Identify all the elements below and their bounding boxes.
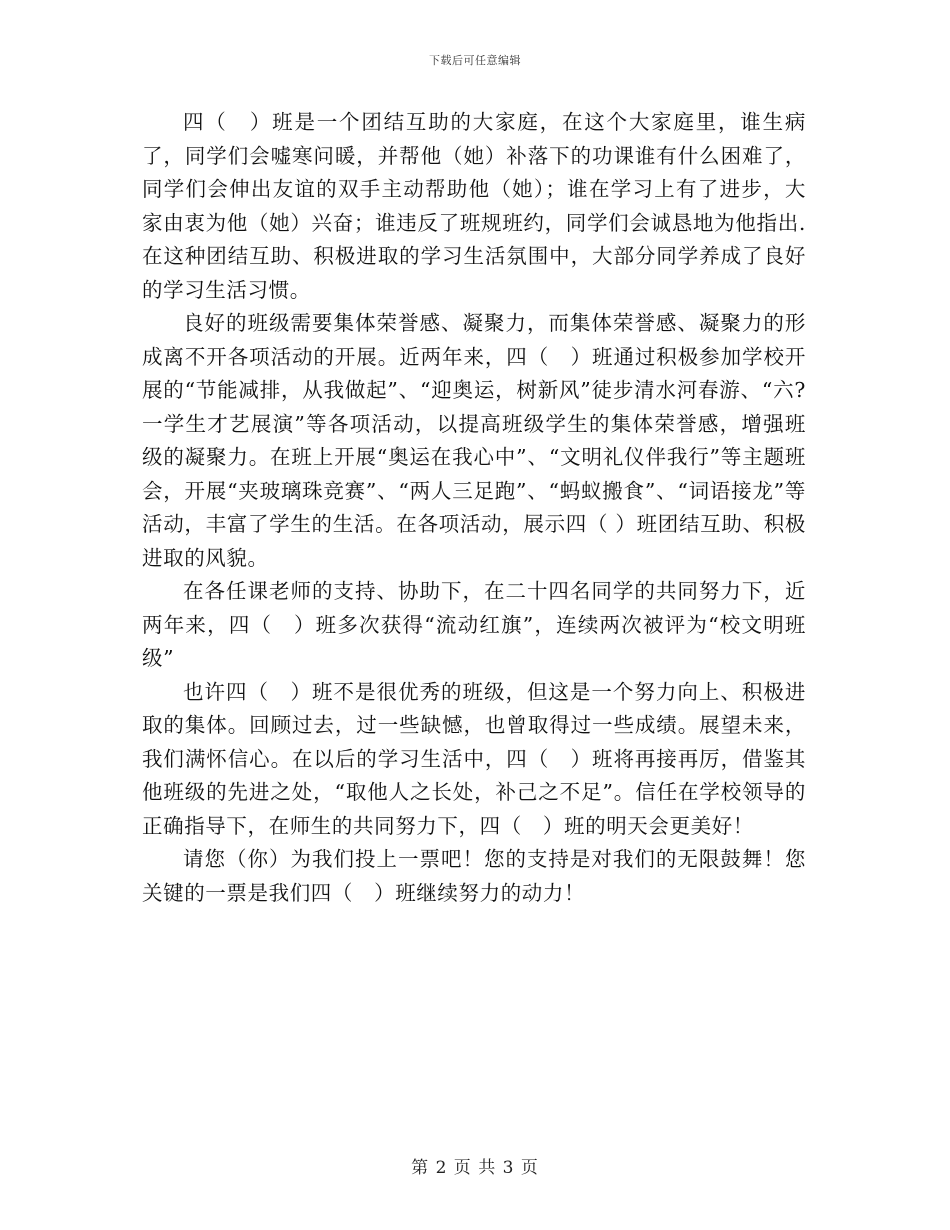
paragraph-class-outlook: 也许四（ ）班不是很优秀的班级，但这是一个努力向上、积极进取的集体。回顾过去，过一些缺憾，也曾取得过一些成绩。展望未来，我们满怀信心。在以后的学习生活中，四（ ）班将再接再厉，借鉴其他班级的先进之处，“取他人之长处，补己之不足”。信任在学校领导的正确指导下，在师生的共同努力下，四（ ）班的明天会更美好！ xyxy=(142,679,806,838)
page-number: 第 2 页 共 3 页 xyxy=(411,1158,539,1178)
paragraph-class-activities: 良好的班级需要集体荣誉感、凝聚力，而集体荣誉感、凝聚力的形成离不开各项活动的开展。近两年来，四（ ）班通过积极参加学校开展的“节能减排，从我做起”、“迎奥运，树新风”徒步清水河春游、“六?一学生才艺展演”等各项活动，以提高班级学生的集体荣誉感，增强班级的凝聚力。在班上开展“奥运在我心中”、“文明礼仪伴我行”等主题班会，开展“夹玻璃珠竞赛”、“两人三足跑”、“蚂蚁搬食”、“词语接龙”等活动，丰富了学生的生活。在各项活动，展示四（ ）班团结互助、积极进取的风貌。 xyxy=(142,311,806,570)
header-note: 下载后可任意编辑 xyxy=(429,54,521,67)
paragraph-class-honors: 在各任课老师的支持、协助下，在二十四名同学的共同努力下，近两年来，四（ ）班多次获得“流动红旗”，连续两次被评为“校文明班级” xyxy=(142,579,806,670)
document-body xyxy=(142,106,806,910)
paragraph-class-family: 四（ ）班是一个团结互助的大家庭，在这个大家庭里，谁生病了，同学们会嘘寒问暖，并帮他（她）补落下的功课谁有什么困难了，同学们会伸出友谊的双手主动帮助他（她）；谁在学习上有了进步，大家由衷为他（她）兴奋；谁违反了班规班约，同学们会诚恳地为他指出.在这种团结互助、积极进取的学习生活氛围中，大部分同学养成了良好的学习生活习惯。 xyxy=(142,110,806,302)
paragraph-vote-request: 请您（你）为我们投上一票吧！您的支持是对我们的无限鼓舞！您关键的一票是我们四（ ）班继续努力的动力！ xyxy=(142,847,806,905)
